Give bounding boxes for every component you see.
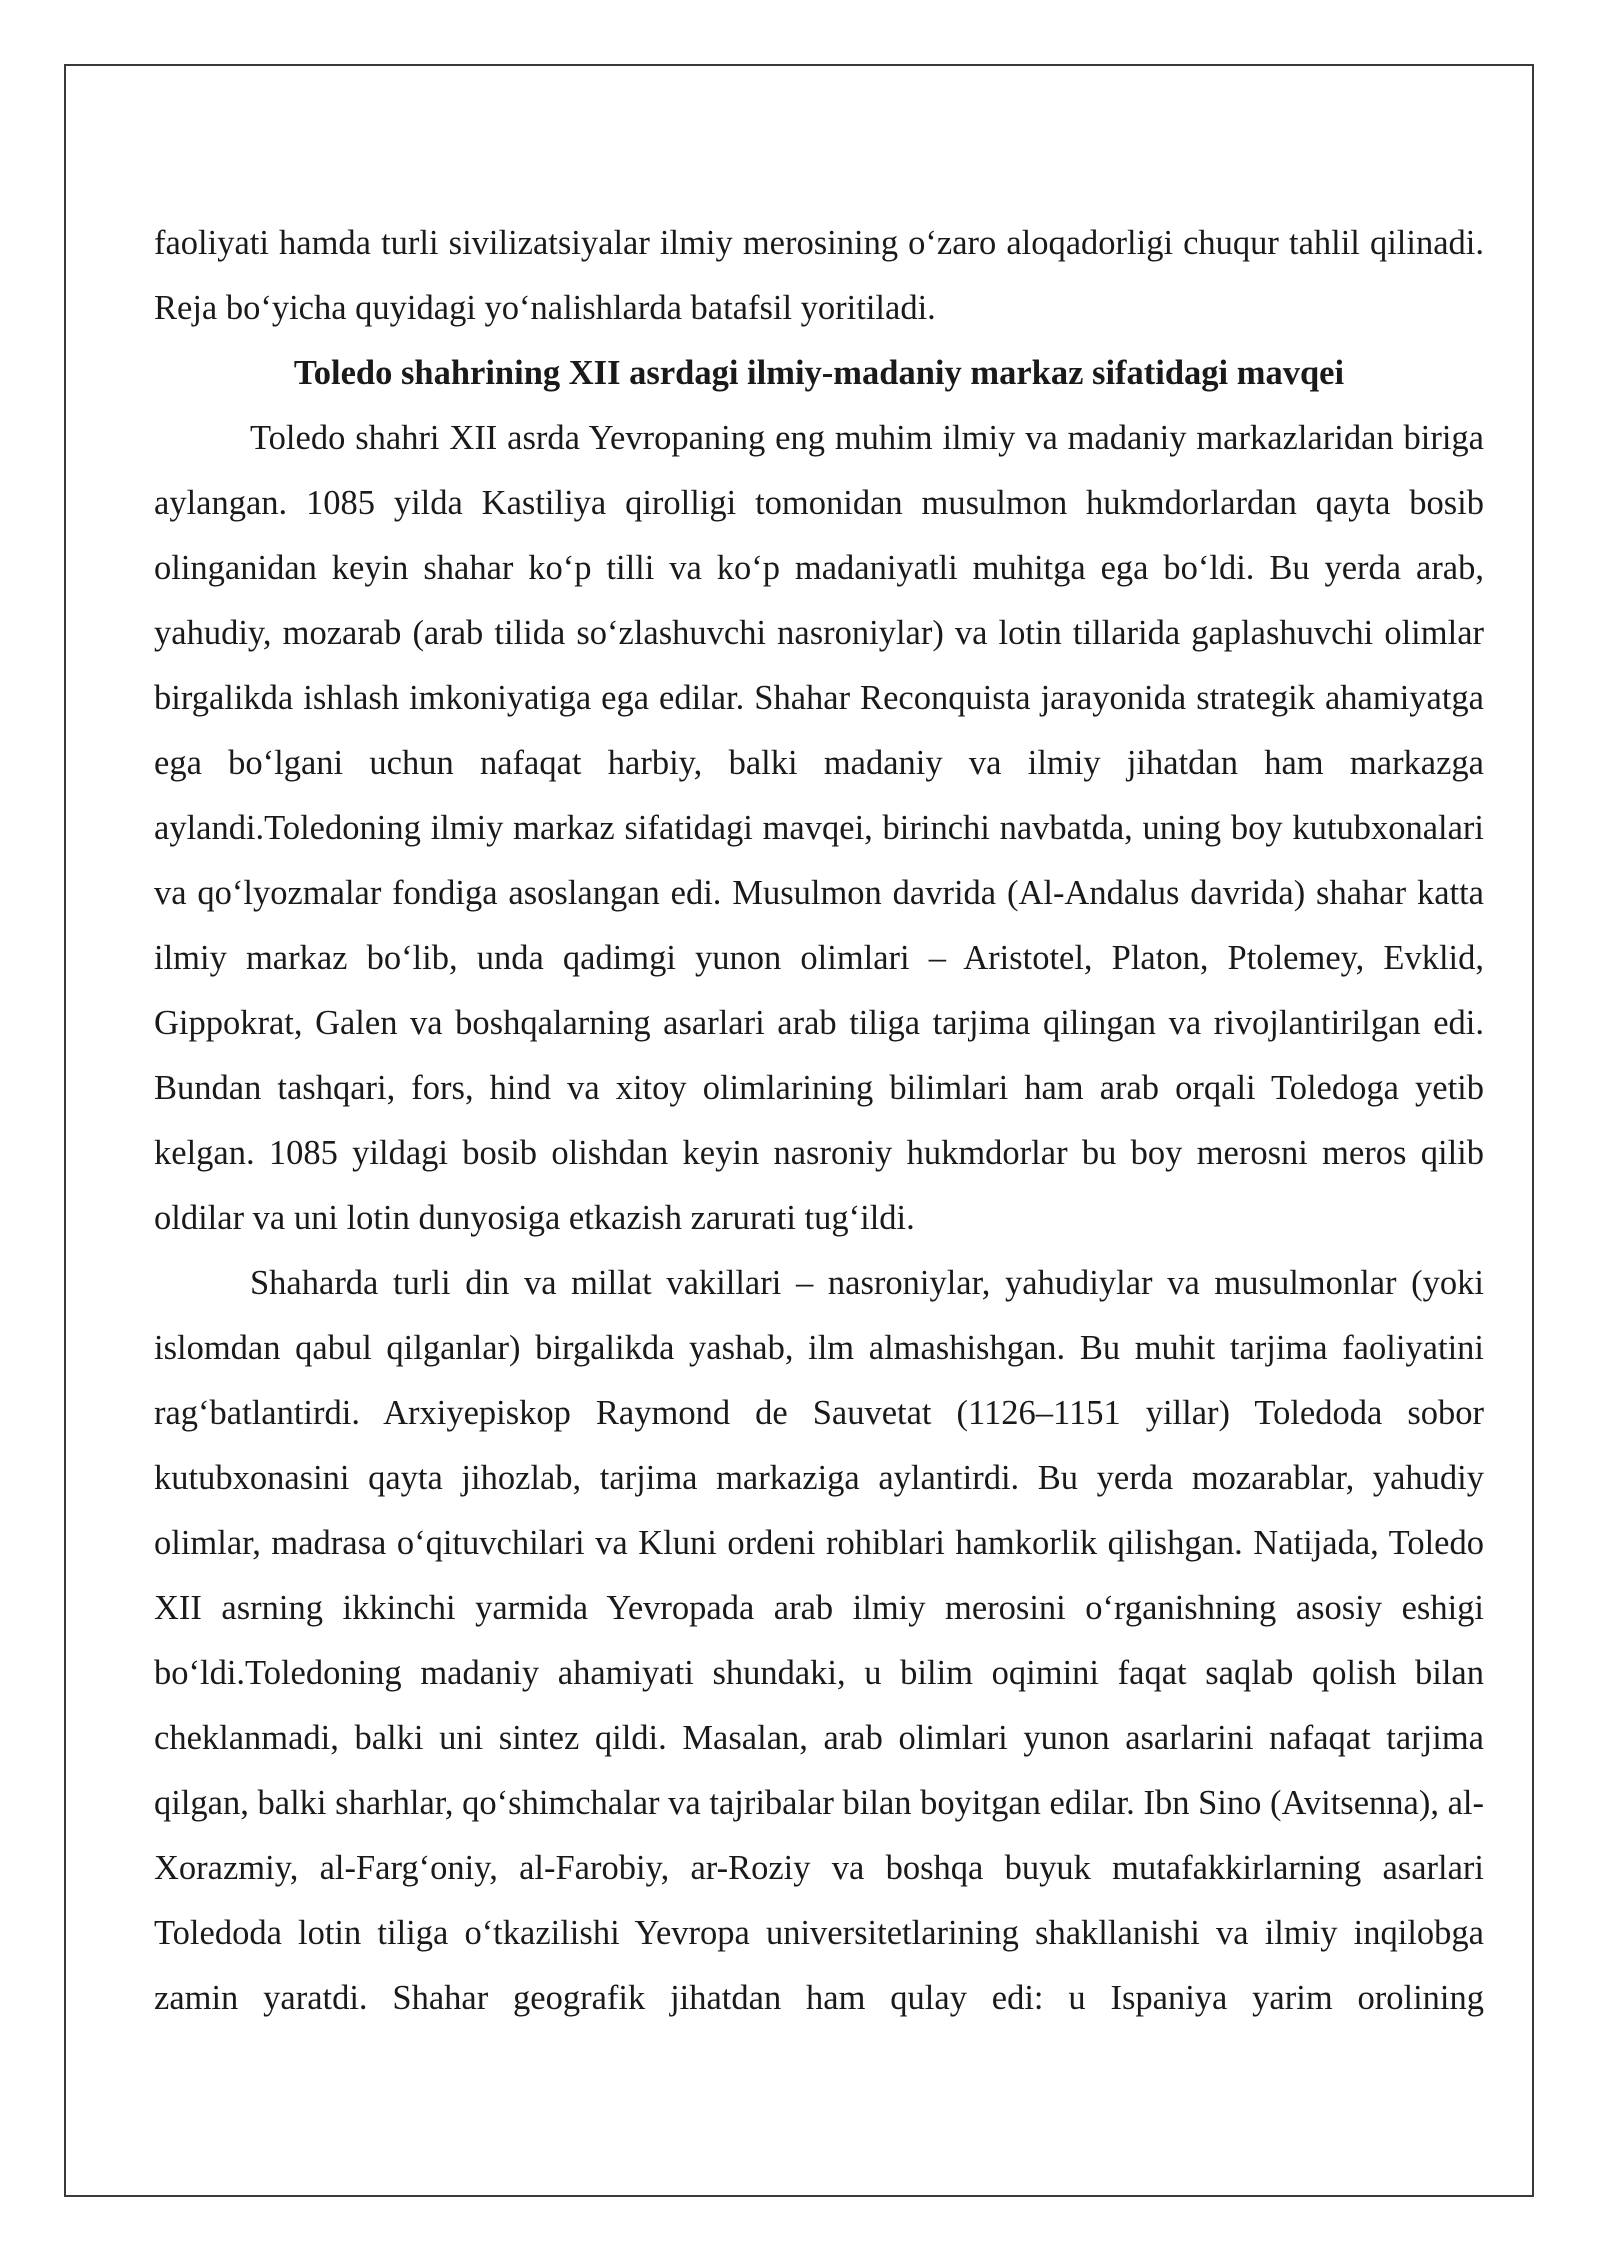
page-border	[64, 64, 1534, 2197]
paragraph-toledo-diversity: Shaharda turli din va millat vakillari – nasroniylar, yahudiylar va musulmonlar (yoki islomdan qabul qilganlar) birgalikda yashab, ilm almashishgan. Bu muhit tarjima faoliyatini rag‘batlantirdi. Arxiyepiskop Raymond de Sauvetat (1126–1151 yillar) Toledoda sobor kutubxonasini qayta jihozlab, tarjima markaziga aylantirdi. Bu yerda mozarablar, yahudiy olimlar, madrasa o‘qituvchilari va Kluni ordeni rohiblari hamkorlik qilishgan. Natijada, Toledo XII asrning ikkinchi yarmida Yevropada arab ilmiy merosini o‘rganishning asosiy eshigi bo‘ldi.Toledoning madaniy ahamiyati shundaki, u bilim oqimini faqat saqlab qolish bilan cheklanmadi, balki uni sintez qildi. Masalan, arab olimlari yunon asarlarini nafaqat tarjima qilgan, balki sharhlar, qo‘shimchalar va tajribalar bilan boyitgan edilar. Ibn Sino (Avitsenna), al-Xorazmiy, al-Farg‘oniy, al-Farobiy, ar-Roziy va boshqa buyuk mutafakkirlarning asarlari Toledoda lotin tiliga o‘tkazilishi Yevropa universitetlarining shakllanishi va ilmiy inqilobga zamin yaratdi. Shahar geografik jihatdan ham qulay edi: u Ispaniya yarim orolining	[154, 1264, 1484, 2017]
paragraph-intro-continuation: faoliyati hamda turli sivilizatsiyalar ilmiy merosining o‘zaro aloqadorligi chuqur tahlil qilinadi. Reja bo‘yicha quyidagi yo‘nalishlarda batafsil yoritiladi.	[154, 224, 1484, 327]
document-body	[154, 211, 1484, 2031]
section-heading: Toledo shahrining XII asrdagi ilmiy-madaniy markaz sifatidagi mavqei	[293, 354, 1345, 392]
paragraph-toledo-center: Toledo shahri XII asrda Yevropaning eng muhim ilmiy va madaniy markazlaridan biriga aylangan. 1085 yilda Kastiliya qirolligi tomonidan musulmon hukmdorlardan qayta bosib olinganidan keyin shahar ko‘p tilli va ko‘p madaniyatli muhitga ega bo‘ldi. Bu yerda arab, yahudiy, mozarab (arab tilida so‘zlashuvchi nasroniylar) va lotin tillarida gaplashuvchi olimlar birgalikda ishlash imkoniyatiga ega edilar. Shahar Reconquista jarayonida strategik ahamiyatga ega bo‘lgani uchun nafaqat harbiy, balki madaniy va ilmiy jihatdan ham markazga aylandi.Toledoning ilmiy markaz sifatidagi mavqei, birinchi navbatda, uning boy kutubxonalari va qo‘lyozmalar fondiga asoslangan edi. Musulmon davrida (Al-Andalus davrida) shahar katta ilmiy markaz bo‘lib, unda qadimgi yunon olimlari – Aristotel, Platon, Ptolemey, Evklid, Gippokrat, Galen va boshqalarning asarlari arab tiliga tarjima qilingan va rivojlantirilgan edi. Bundan tashqari, fors, hind va xitoy olimlarining bilimlari ham arab orqali Toledoga yetib kelgan. 1085 yildagi bosib olishdan keyin nasroniy hukmdorlar bu boy merosni meros qilib oldilar va uni lotin dunyosiga etkazish zarurati tug‘ildi.	[154, 419, 1484, 1237]
